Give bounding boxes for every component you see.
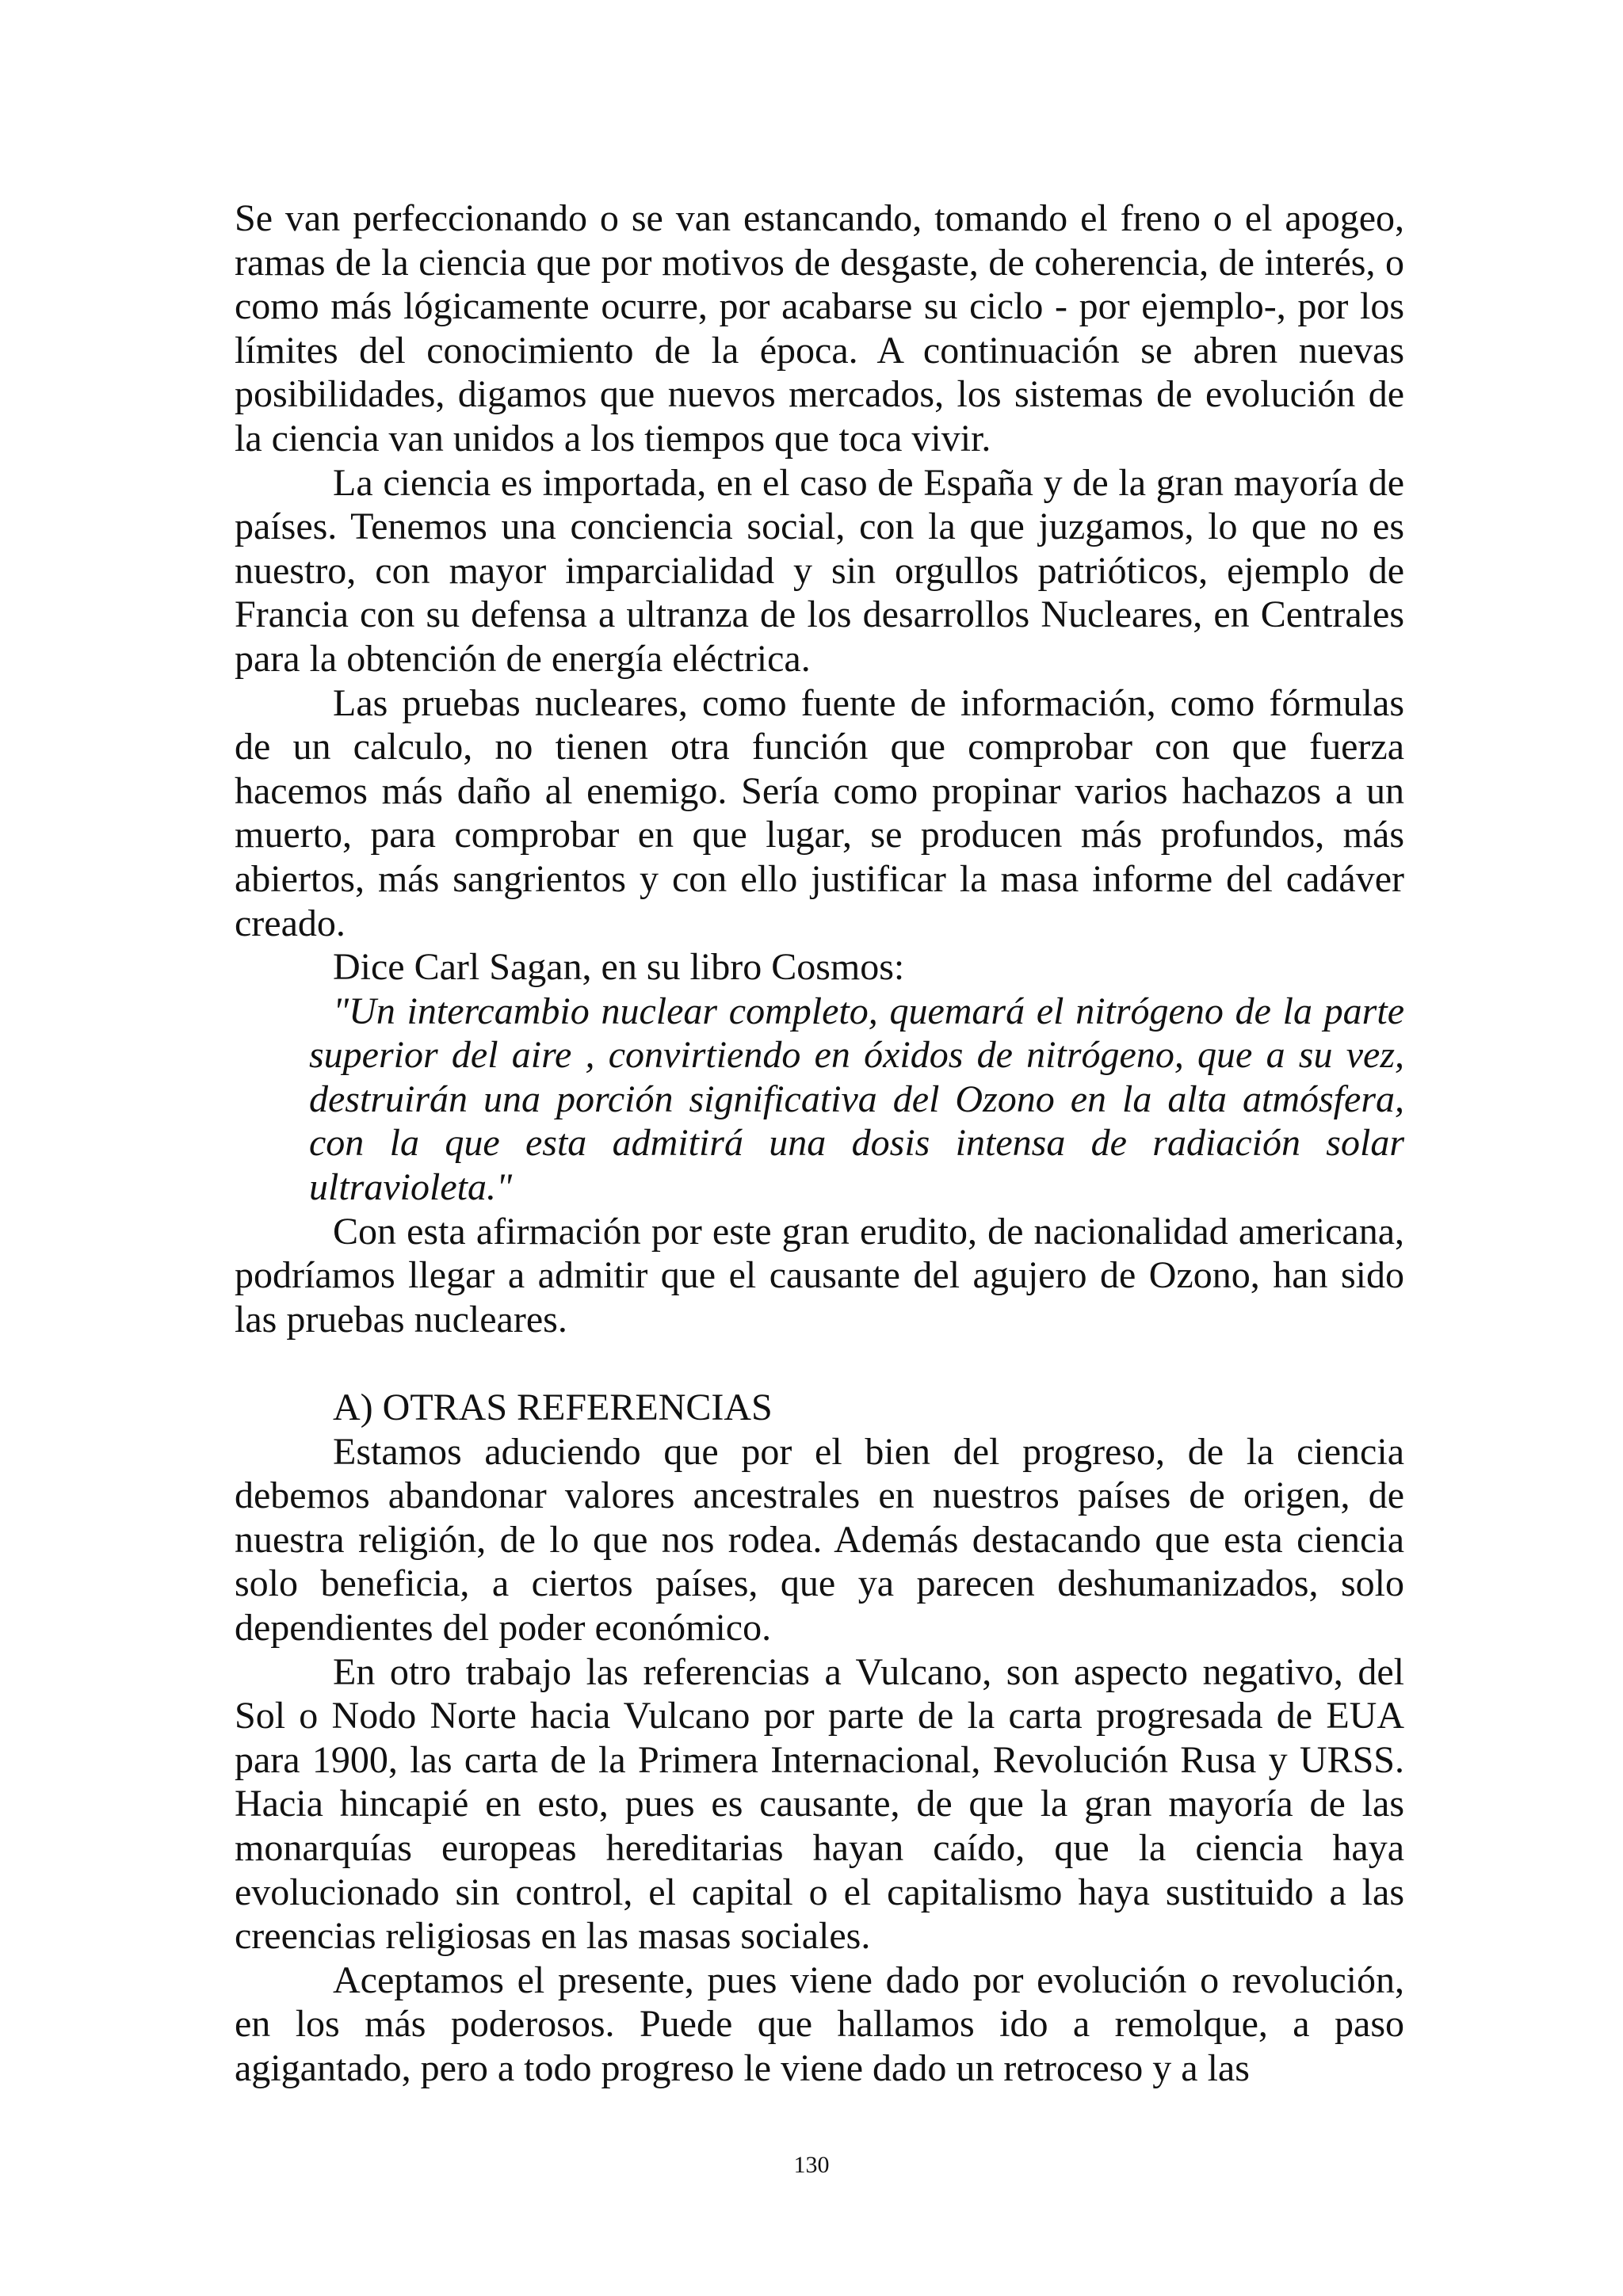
paragraph-1: Se van perfeccionando o se van estancando, tomando el freno o el apogeo, ramas de la ciencia que por motivos de desgaste, de coherencia, de interés, o como más lógicamente ocurre, por acabarse su ciclo - por ejemplo-, por los límites del conocimiento de la época. A continuación se abren nuevas posibilidades, digamos que nuevos mercados, los sistemas de evolución de la ciencia van unidos a los tiempos que toca vivir. xyxy=(235,197,1404,460)
paragraph-2: La ciencia es importada, en el caso de España y de la gran mayoría de países. Tenemos una conciencia social, con la que juzgamos, lo que no es nuestro, con mayor imparcialidad y sin orgullos patrióticos, ejemplo de Francia con su defensa a ultranza de los desarrollos Nucleares, en Centrales para la obtención de energía eléctrica. xyxy=(235,461,1404,680)
page-body xyxy=(235,196,1404,2091)
section-spacer xyxy=(235,1341,1404,1386)
paragraph-3: Las pruebas nucleares, como fuente de información, como fórmulas de un calculo, no tienen otra función que comprobar con que fuerza hacemos más daño al enemigo. Sería como propinar varios hachazos a un muerto, para comprobar en que lugar, se producen más profundos, más abiertos, más sangrientos y con ello justificar la masa informe del cadáver creado. xyxy=(235,681,1404,944)
paragraph-6: Estamos aduciendo que por el bien del progreso, de la ciencia debemos abandonar valores ancestrales en nuestros países de origen, de nuestra religión, de lo que nos rodea. Además destacando que esta ciencia solo beneficia, a ciertos países, que ya parecen deshumanizados, solo dependientes del poder económico. xyxy=(235,1430,1404,1649)
section-heading: A) OTRAS REFERENCIAS xyxy=(333,1386,773,1429)
paragraph-8: Aceptamos el presente, pues viene dado por evolución o revolución, en los más poderosos. Puede que hallamos ido a remolque, a paso agigantado, pero a todo progreso le viene dado un retroceso y a las xyxy=(235,1958,1404,2089)
paragraph-7: En otro trabajo las referencias a Vulcano, son aspecto negativo, del Sol o Nodo Norte hacia Vulcano por parte de la carta progresada de EUA para 1900, las carta de la Primera Internacional, Revolución Rusa y URSS. Hacia hincapié en esto, pues es causante, de que la gran mayoría de las monarquías europeas hereditarias hayan caído, que la ciencia haya evolucionado sin control, el capital o el capitalismo haya sustituido a las creencias religiosas en las masas sociales. xyxy=(235,1650,1404,1958)
paragraph-5: Con esta afirmación por este gran erudito, de nacionalidad americana, podríamos llegar a admitir que el causante del agujero de Ozono, han sido las pruebas nucleares. xyxy=(235,1210,1404,1341)
sagan-quote: "Un intercambio nuclear completo, quemará el nitrógeno de la parte superior del aire , convirtiendo en óxidos de nitrógeno, que a su vez, destruirán una porción significativa del Ozono en la alta atmósfera, con la que esta admitirá una dosis intensa de radiación solar ultravioleta." xyxy=(309,990,1404,1209)
page-number: 130 xyxy=(793,2152,830,2178)
paragraph-4: Dice Carl Sagan, en su libro Cosmos: xyxy=(333,946,905,989)
